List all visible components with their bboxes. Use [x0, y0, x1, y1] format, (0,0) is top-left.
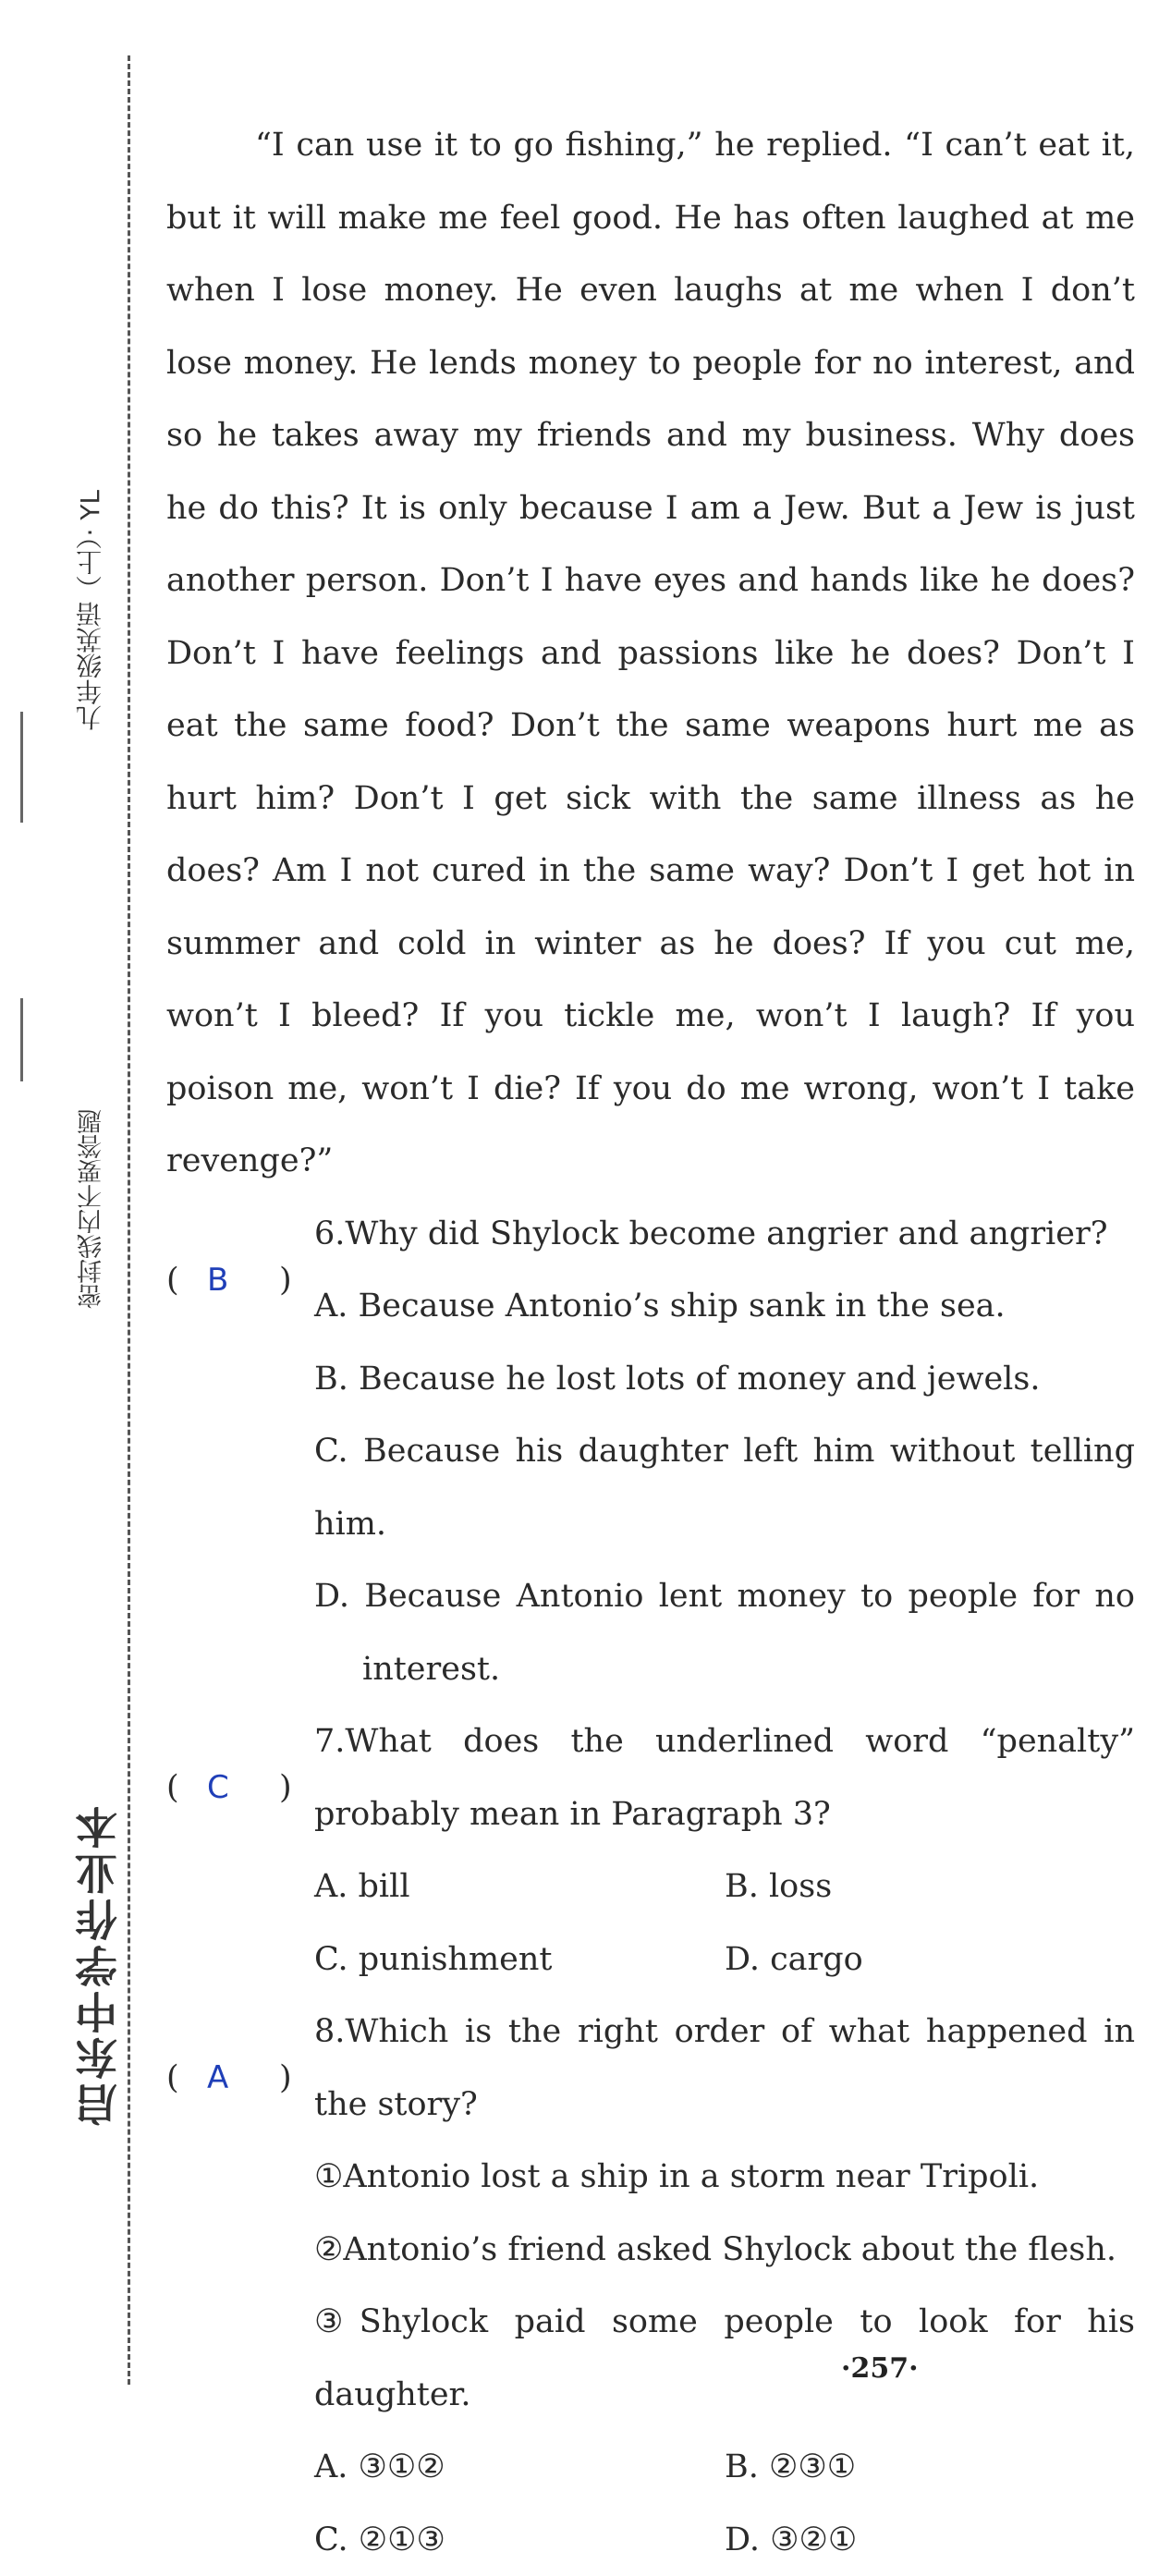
question-stem: Which is the right order of what happened in the story? [314, 2013, 1135, 2123]
answer-mark: B [207, 1244, 228, 1317]
option-c: C. punishment [314, 1923, 725, 1996]
option-a: A. Because Antonio’s ship sank in the sea. [314, 1270, 1135, 1343]
option-b: B. loss [725, 1850, 1135, 1923]
question-stem: What does the underlined word “penalty” probably mean in Paragraph 3? [314, 1723, 1135, 1833]
page-content [166, 109, 1135, 2576]
event-2: ②Antonio’s friend asked Shylock about the flesh. [314, 2214, 1135, 2287]
option-d: D. Because Antonio lent money to people for no interest. [314, 1560, 1135, 1705]
margin-mark [20, 712, 23, 823]
option-c: C. ②①③ [314, 2504, 725, 2576]
event-1: ①Antonio lost a ship in a storm near Tripoli. [314, 2141, 1135, 2214]
answer-mark: A [207, 2042, 228, 2115]
event-3: ③Shylock paid some people to look for his daughter. [314, 2286, 1135, 2431]
option-b: B. Because he lost lots of money and jewels. [314, 1343, 1135, 1416]
seal-line-notice: 密封线内不要答题 [74, 1109, 110, 1309]
book-label: 九年级英语（上）· YL [72, 490, 109, 731]
margin-mark [20, 998, 23, 1081]
question-7: ( C ) 7.What does the underlined word “penalty” probably mean in Paragraph 3? A. bill B. loss C. punishment D. cargo [166, 1705, 1135, 1996]
option-a: A. ③①② [314, 2431, 725, 2504]
seal-dashed-line [128, 55, 130, 2385]
option-a: A. bill [314, 1850, 725, 1923]
page-number: ·257· [841, 2352, 919, 2385]
question-8: ( A ) 8.Which is the right order of what happened in the story? ①Antonio lost a ship in a storm near Tripoli. ②Antonio’s friend asked Shylock about the flesh. ③Shylock paid some people to look for his daughter. A. ③①② B. ②③① C. ②①③ D. ③②① [166, 1996, 1135, 2576]
question-stem: Why did Shylock become angrier and angrier? [345, 1215, 1107, 1252]
binding-margin [0, 0, 129, 2477]
question-number: 8. [314, 2013, 345, 2050]
passage-paragraph: “I can use it to go fishing,” he replied. “I can’t eat it, but it will make me feel good. He has often laughed at me when I lose money. He even laughs at me when I don’t lose money. He lends money to people for no interest, and so he takes away my friends and my business. Why does he do this? It is only because I am a Jew. But a Jew is just another person. Don’t I have eyes and hands like he does? Don’t I have feelings and passions like he does? Don’t I eat the same food? Don’t the same weapons hurt me as hurt him? Don’t I get sick with the same illness as he does? Am I not cured in the same way? Don’t I get hot in summer and cold in winter as he does? If you cut me, won’t I bleed? If you tickle me, won’t I laugh? If you poison me, won’t I die? If you do me wrong, won’t I take revenge?” [166, 109, 1135, 1198]
option-c: C. Because his daughter left him without telling him. [314, 1415, 1135, 1560]
question-number: 7. [314, 1723, 345, 1760]
option-d: D. ③②① [725, 2504, 1135, 2576]
question-number: 6. [314, 1215, 345, 1252]
series-title: 启东中学作业本 [68, 1802, 129, 2126]
answer-mark: C [207, 1752, 229, 1825]
option-b: B. ②③① [725, 2431, 1135, 2504]
question-6: ( B ) 6.Why did Shylock become angrier and angrier? A. Because Antonio’s ship sank in the sea. B. Because he lost lots of money and jewels. C. Because his daughter left him without telling him. D. Because Antonio lent money to people for no interest. [166, 1198, 1135, 1706]
option-d: D. cargo [725, 1923, 1135, 1996]
